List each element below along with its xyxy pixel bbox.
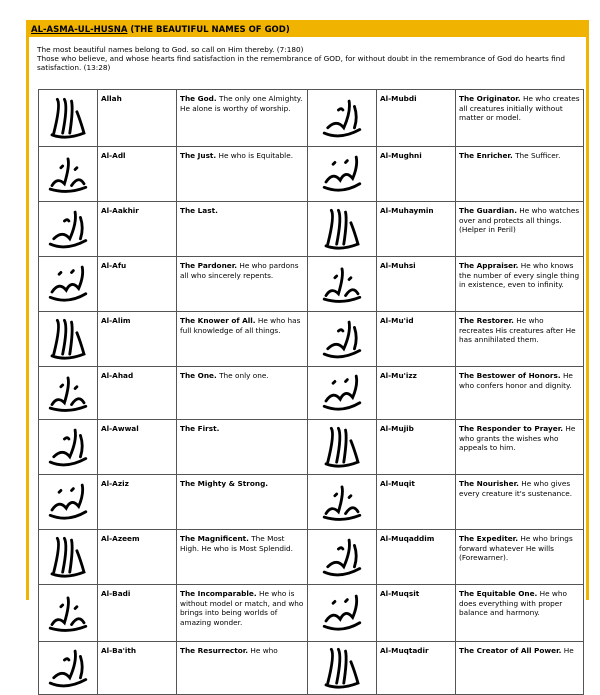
meaning-cell — [177, 530, 308, 585]
meaning-description: He who confers honor and dignity. — [459, 371, 573, 390]
meaning-title: The Restorer. — [459, 316, 514, 325]
transliteration-cell — [377, 475, 456, 530]
meaning-description: The Most High. He who is Most Splendid. — [180, 534, 293, 553]
name-transliteration: Al-Muqit — [380, 479, 415, 488]
meaning-title: The God. — [180, 94, 217, 103]
name-transliteration: Al-Alim — [101, 316, 131, 325]
names-table — [38, 89, 584, 695]
table-row — [39, 585, 584, 642]
meaning-description: The Sufficer. — [512, 151, 561, 160]
table-row — [39, 147, 584, 202]
arabic-calligraphy-icon — [41, 94, 95, 142]
meaning-description: He — [561, 646, 574, 655]
meaning-title: The One. — [180, 371, 217, 380]
name-transliteration: Al-Afu — [101, 261, 127, 270]
calligraphy-cell — [308, 420, 377, 475]
meaning-title: The Guardian. — [459, 206, 517, 215]
transliteration-cell — [377, 257, 456, 312]
meaning-cell — [177, 585, 308, 642]
arabic-calligraphy-icon — [310, 478, 374, 526]
header-subtitle: (THE BEAUTIFUL NAMES OF GOD) — [127, 25, 290, 35]
name-transliteration: Al-Aakhir — [101, 206, 139, 215]
calligraphy-cell — [308, 367, 377, 420]
intro-text — [29, 37, 586, 89]
table-row — [39, 257, 584, 312]
transliteration-cell — [377, 202, 456, 257]
calligraphy-cell — [39, 367, 98, 420]
table-row — [39, 420, 584, 475]
name-transliteration: Al-Aziz — [101, 479, 129, 488]
table-row — [39, 312, 584, 367]
transliteration-cell — [377, 147, 456, 202]
intro-line-2: Those who believe, and whose hearts find satisfaction in the remembrance of GOD, for without doubt in the remembrance of God do hearts find satisfaction. (13:28) — [37, 54, 566, 72]
meaning-cell — [456, 420, 584, 475]
calligraphy-cell — [39, 257, 98, 312]
arabic-calligraphy-icon — [310, 423, 374, 471]
meaning-cell — [456, 475, 584, 530]
meaning-cell — [456, 367, 584, 420]
meaning-description: He who gives every creature it's sustenance. — [459, 479, 573, 498]
arabic-calligraphy-icon — [41, 478, 95, 526]
name-transliteration: Al-Mu'id — [380, 316, 414, 325]
table-row — [39, 202, 584, 257]
table-row — [39, 642, 584, 695]
calligraphy-cell — [39, 312, 98, 367]
meaning-title: The Magnificent. — [180, 534, 249, 543]
meaning-cell — [177, 90, 308, 147]
transliteration-cell — [377, 90, 456, 147]
meaning-title: The Resurrector. — [180, 646, 249, 655]
calligraphy-cell — [308, 257, 377, 312]
header-link[interactable]: AL-ASMA-UL-HUSNA — [31, 25, 128, 35]
meaning-title: The Expediter. — [459, 534, 519, 543]
transliteration-cell — [98, 530, 177, 585]
meaning-cell — [177, 420, 308, 475]
calligraphy-cell — [308, 202, 377, 257]
meaning-title: The Enricher. — [459, 151, 513, 160]
meaning-cell — [177, 202, 308, 257]
meaning-description: He who pardons all who sincerely repents. — [180, 261, 299, 280]
name-transliteration: Al-Mujib — [380, 424, 414, 433]
meaning-cell — [456, 90, 584, 147]
name-transliteration: Allah — [101, 94, 122, 103]
arabic-calligraphy-icon — [41, 205, 95, 253]
name-transliteration: Al-Muhsi — [380, 261, 416, 270]
meaning-description: He who creates all creatures initially without matter or model. — [459, 94, 580, 122]
meaning-cell — [177, 312, 308, 367]
arabic-calligraphy-icon — [310, 369, 374, 417]
meaning-title: The Bestower of Honors. — [459, 371, 561, 380]
transliteration-cell — [377, 585, 456, 642]
arabic-calligraphy-icon — [41, 423, 95, 471]
name-transliteration: Al-Awwal — [101, 424, 139, 433]
meaning-title: The Mighty & Strong. — [180, 479, 269, 488]
arabic-calligraphy-icon — [310, 260, 374, 308]
name-transliteration: Al-Muqtadir — [380, 646, 429, 655]
meaning-title: The Pardoner. — [180, 261, 238, 270]
calligraphy-cell — [308, 530, 377, 585]
meaning-cell — [456, 257, 584, 312]
calligraphy-cell — [39, 585, 98, 642]
meaning-title: The Creator of All Power. — [459, 646, 562, 655]
transliteration-cell — [98, 147, 177, 202]
meaning-cell — [177, 147, 308, 202]
meaning-cell — [177, 642, 308, 695]
meaning-title: The Responder to Prayer. — [459, 424, 564, 433]
name-transliteration: Al-Azeem — [101, 534, 140, 543]
transliteration-cell — [98, 202, 177, 257]
name-transliteration: Al-Badi — [101, 589, 131, 598]
table-row — [39, 367, 584, 420]
calligraphy-cell — [39, 202, 98, 257]
calligraphy-cell — [308, 585, 377, 642]
meaning-description: He who has full knowledge of all things. — [180, 316, 301, 335]
names-frame — [26, 20, 589, 655]
transliteration-cell — [98, 90, 177, 147]
meaning-title: The First. — [180, 424, 220, 433]
name-transliteration: Al-Mughni — [380, 151, 422, 160]
meaning-description: He who recreates His creatures after He has annihilated them. — [459, 316, 576, 344]
transliteration-cell — [98, 257, 177, 312]
transliteration-cell — [98, 475, 177, 530]
arabic-calligraphy-icon — [310, 150, 374, 198]
name-transliteration: Al-Muhaymin — [380, 206, 434, 215]
arabic-calligraphy-icon — [310, 533, 374, 581]
name-transliteration: Al-Ahad — [101, 371, 134, 380]
calligraphy-cell — [308, 90, 377, 147]
arabic-calligraphy-icon — [41, 644, 95, 692]
transliteration-cell — [98, 312, 177, 367]
calligraphy-cell — [308, 312, 377, 367]
table-row — [39, 90, 584, 147]
meaning-title: The Nourisher. — [459, 479, 519, 488]
meaning-description: He who — [248, 646, 278, 655]
meaning-cell — [456, 147, 584, 202]
meaning-description: He who is without model or match, and who brings into being worlds of amazing wonder. — [180, 589, 304, 627]
transliteration-cell — [98, 642, 177, 695]
page-header — [29, 23, 586, 37]
meaning-cell — [456, 585, 584, 642]
name-transliteration: Al-Muqaddim — [380, 534, 435, 543]
meaning-description: He who grants the wishes who appeals to him. — [459, 424, 576, 452]
transliteration-cell — [98, 420, 177, 475]
name-transliteration: Al-Adl — [101, 151, 126, 160]
meaning-title: The Knower of All. — [180, 316, 256, 325]
meaning-cell — [456, 202, 584, 257]
meaning-cell — [456, 312, 584, 367]
meaning-description: He who knows the number of every single thing in existence, even to infinity. — [459, 261, 580, 289]
meaning-cell — [177, 257, 308, 312]
meaning-cell — [456, 642, 584, 695]
meaning-description: He who watches over and protects all things. (Helper in Peril) — [459, 206, 580, 234]
transliteration-cell — [377, 367, 456, 420]
arabic-calligraphy-icon — [41, 533, 95, 581]
meaning-title: The Last. — [180, 206, 218, 215]
name-transliteration: Al-Mu'izz — [380, 371, 417, 380]
calligraphy-cell — [39, 475, 98, 530]
table-row — [39, 475, 584, 530]
arabic-calligraphy-icon — [310, 205, 374, 253]
calligraphy-cell — [39, 90, 98, 147]
calligraphy-cell — [39, 420, 98, 475]
calligraphy-cell — [39, 530, 98, 585]
transliteration-cell — [377, 312, 456, 367]
calligraphy-cell — [39, 147, 98, 202]
meaning-title: The Appraiser. — [459, 261, 519, 270]
transliteration-cell — [98, 585, 177, 642]
calligraphy-cell — [308, 642, 377, 695]
meaning-cell — [177, 367, 308, 420]
meaning-description: The only one. — [216, 371, 269, 380]
calligraphy-cell — [39, 642, 98, 695]
transliteration-cell — [98, 367, 177, 420]
meaning-description: The only one Almighty. He alone is worthy of worship. — [180, 94, 303, 113]
table-row — [39, 530, 584, 585]
transliteration-cell — [377, 642, 456, 695]
calligraphy-cell — [308, 147, 377, 202]
arabic-calligraphy-icon — [41, 150, 95, 198]
meaning-title: The Originator. — [459, 94, 521, 103]
meaning-title: The Incomparable. — [180, 589, 257, 598]
meaning-description: He who does everything with proper balance and harmony. — [459, 589, 567, 617]
arabic-calligraphy-icon — [310, 315, 374, 363]
meaning-description: He who is Equitable. — [216, 151, 294, 160]
calligraphy-cell — [308, 475, 377, 530]
intro-line-1: The most beautiful names belong to God. so call on Him thereby. (7:180) — [37, 45, 304, 54]
name-transliteration: Al-Mubdi — [380, 94, 417, 103]
name-transliteration: Al-Muqsit — [380, 589, 420, 598]
meaning-title: The Just. — [180, 151, 217, 160]
meaning-description: He who brings forward whatever He wills (Forewarner). — [459, 534, 573, 562]
name-transliteration: Al-Ba'ith — [101, 646, 137, 655]
transliteration-cell — [377, 420, 456, 475]
meaning-cell — [456, 530, 584, 585]
meaning-cell — [177, 475, 308, 530]
arabic-calligraphy-icon — [310, 644, 374, 692]
arabic-calligraphy-icon — [41, 589, 95, 637]
arabic-calligraphy-icon — [41, 260, 95, 308]
transliteration-cell — [377, 530, 456, 585]
arabic-calligraphy-icon — [310, 94, 374, 142]
arabic-calligraphy-icon — [310, 589, 374, 637]
arabic-calligraphy-icon — [41, 369, 95, 417]
arabic-calligraphy-icon — [41, 315, 95, 363]
meaning-title: The Equitable One. — [459, 589, 538, 598]
